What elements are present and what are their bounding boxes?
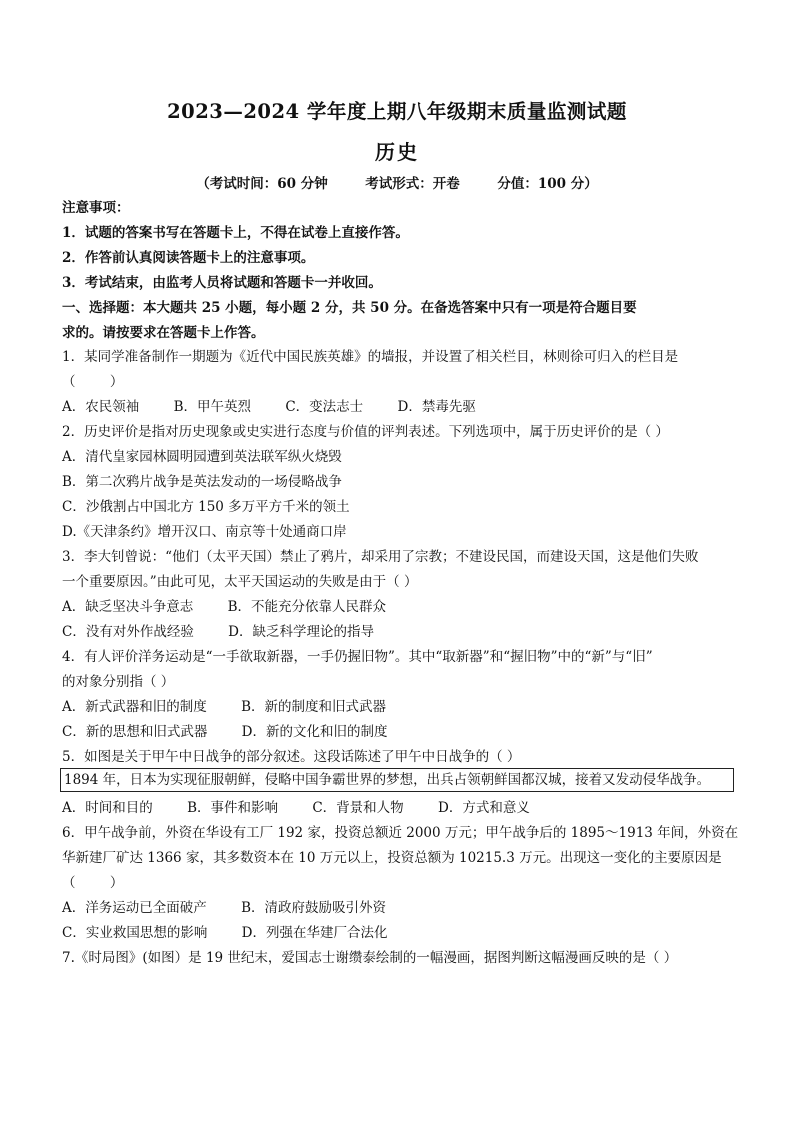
question-5-quote-box xyxy=(60,768,734,792)
notes-heading: 注意事项： xyxy=(62,200,130,216)
question-5-stem: 5．如图是关于甲午中日战争的部分叙述。这段话陈述了甲午中日战争的（ ） xyxy=(62,749,521,765)
question-2-option-c: C．沙俄割占中国北方 150 多万平方千米的领土 xyxy=(62,499,350,515)
question-2-option-a: A．清代皇家园林圆明园遭到英法联军纵火烧毁 xyxy=(62,449,342,465)
question-5-options: A．时间和目的 B．事件和影响 C．背景和人物 D．方式和意义 xyxy=(62,800,530,816)
question-4-stem: 4．有人评价洋务运动是“一手欲取新器，一手仍握旧物”。其中“取新器”和“握旧物”中的“新”与“旧” xyxy=(62,649,653,665)
question-6-stem: 6．甲午战争前，外资在华设有工厂 192 家，投资总额近 2000 万元；甲午战争后的 1895～1913 年间，外资在 xyxy=(62,825,739,841)
question-4-stem-continued: 的对象分别指（ ） xyxy=(62,674,175,690)
question-3-options: C．没有对外作战经验 D．缺乏科学理论的指导 xyxy=(62,624,374,640)
question-1-answer-blank: （ ） xyxy=(62,374,124,390)
question-6-options: A．洋务运动已全面破产 B．清政府鼓励吸引外资 xyxy=(62,900,386,916)
question-7-stem: 7.《时局图》(如图）是 19 世纪末，爱国志士谢缵泰绘制的一幅漫画，据图判断这幅漫画反映的是（ ） xyxy=(62,950,678,966)
exam-title: 2023—2024 学年度上期八年级期末质量监测试题 xyxy=(167,100,627,123)
question-6-answer-blank: （ ） xyxy=(62,875,124,891)
question-2-stem: 2．历史评价是指对历史现象或史实进行态度与价值的评判表述。下列选项中，属于历史评价的是（ ） xyxy=(62,424,669,440)
exam-subject: 历史 xyxy=(375,140,419,164)
note-item: 1．试题的答案书写在答题卡上，不得在试卷上直接作答。 xyxy=(62,225,409,241)
question-3-stem-continued: 一个重要原因。”由此可见，太平天国运动的失败是由于（ ） xyxy=(62,574,418,590)
question-1-options: A．农民领袖 B．甲午英烈 C．变法志士 D．禁毒先驱 xyxy=(62,399,476,415)
question-2-option-b: B．第二次鸦片战争是英法发动的一场侵略战争 xyxy=(62,474,342,490)
exam-info: （考试时间：60 分钟 考试形式：开卷 分值：100 分） xyxy=(196,176,598,192)
question-5-quote-text: 1894 年，日本为实现征服朝鲜，侵略中国争霸世界的梦想，出兵占领朝鲜国都汉城，接着又发动侵华战争。 xyxy=(64,772,711,788)
question-1-stem: 1．某同学准备制作一期题为《近代中国民族英雄》的墙报，并设置了相关栏目，林则徐可归入的栏目是 xyxy=(62,349,679,365)
note-item: 3．考试结束，由监考人员将试题和答题卡一并收回。 xyxy=(62,275,382,291)
question-6-stem-continued: 华新建厂矿达 1366 家，其多数资本在 10 万元以上，投资总额为 10215.3 万元。出现这一变化的主要原因是 xyxy=(62,850,722,866)
question-3-stem: 3．李大钊曾说：“他们（太平天国）禁止了鸦片，却采用了宗教；不建设民国，而建设天国，这是他们失败 xyxy=(62,549,699,565)
question-4-options: A．新式武器和旧的制度 B．新的制度和旧式武器 xyxy=(62,699,386,715)
section-heading: 一、选择题：本大题共 25 小题，每小题 2 分，共 50 分。在备选答案中只有一项是符合题目要 xyxy=(62,300,637,316)
note-item: 2．作答前认真阅读答题卡上的注意事项。 xyxy=(62,250,315,266)
section-heading-continued: 求的。请按要求在答题卡上作答。 xyxy=(62,325,265,341)
question-2-option-d: D.《天津条约》增开汉口、南京等十处通商口岸 xyxy=(62,524,347,540)
question-3-options: A．缺乏坚决斗争意志 B．不能充分依靠人民群众 xyxy=(62,599,386,615)
question-4-options: C．新的思想和旧式武器 D．新的文化和旧的制度 xyxy=(62,724,388,740)
question-6-options: C．实业救国思想的影响 D．列强在华建厂合法化 xyxy=(62,925,388,941)
